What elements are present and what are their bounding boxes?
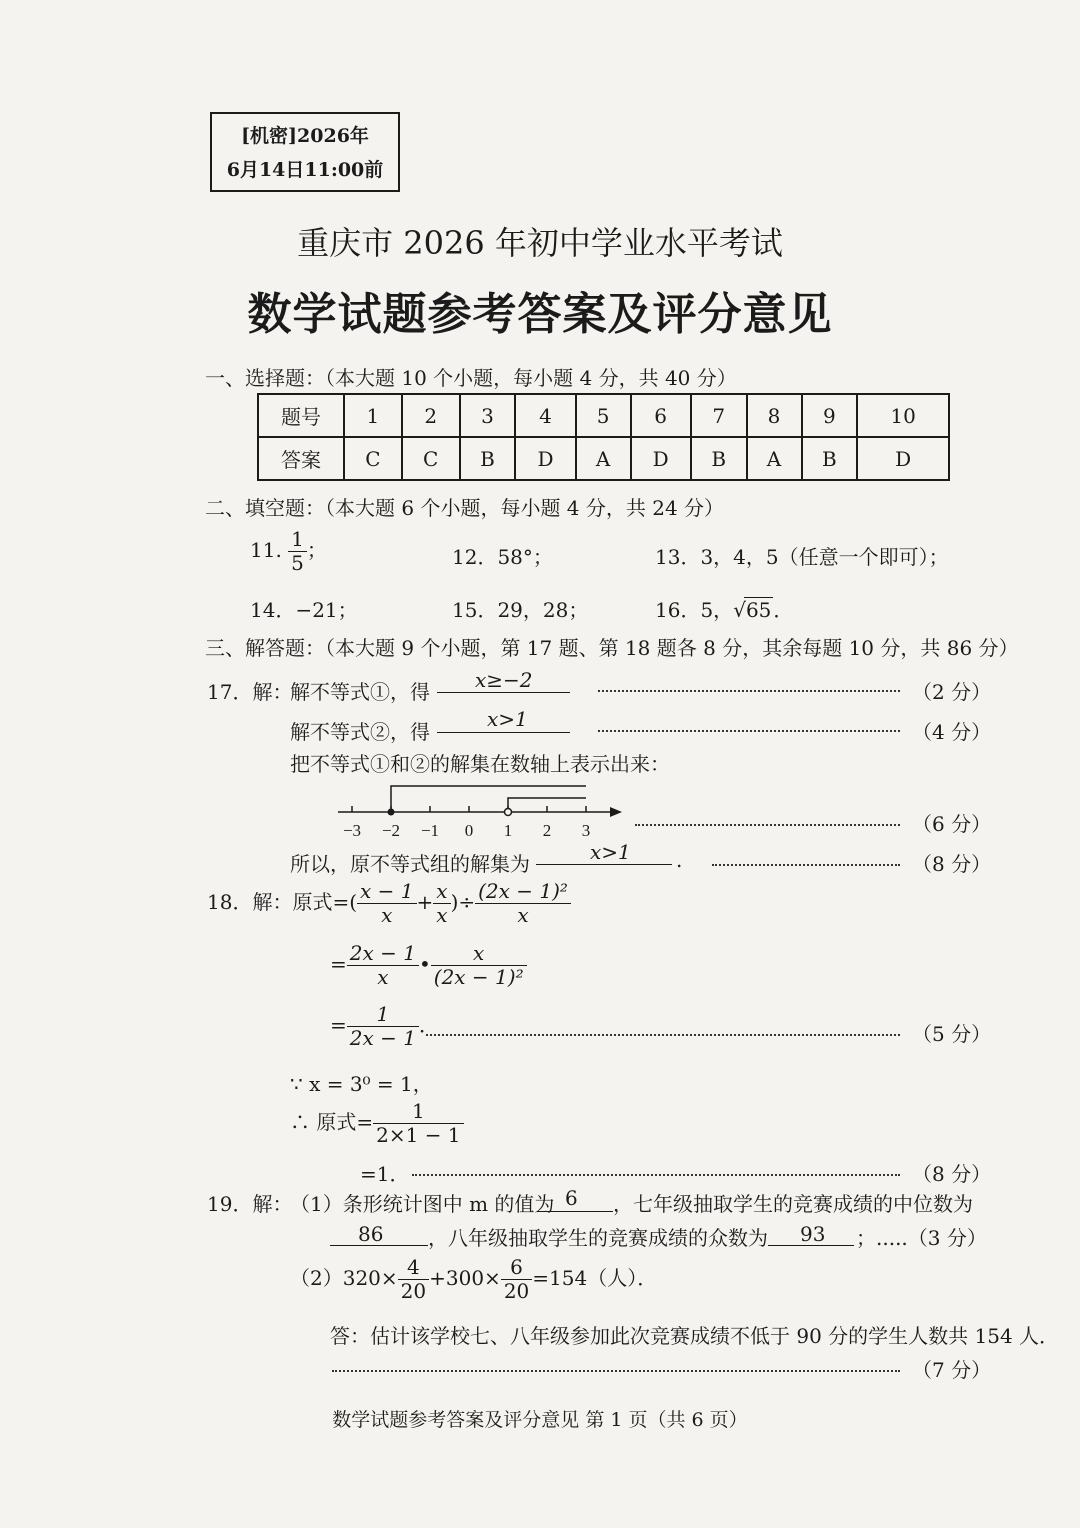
sqrt-sign: √ <box>733 598 746 622</box>
plus-sign: + <box>416 890 434 914</box>
q19-score2: （7 分） <box>912 1358 992 1382</box>
q15-answer: 15．29，28； <box>452 598 589 622</box>
fraction <box>373 1100 463 1147</box>
q19-median: 86 <box>358 1222 384 1246</box>
numerator: x − 1 <box>357 880 416 904</box>
tick-label: 3 <box>581 821 591 840</box>
denominator: 20 <box>503 1279 530 1303</box>
axis-ticks <box>352 806 586 812</box>
numerator: 2x − 1 <box>347 942 419 966</box>
fraction <box>357 880 416 927</box>
q19-m-value: 6 <box>565 1186 578 1210</box>
fraction <box>347 1003 419 1050</box>
q11-answer <box>250 528 327 575</box>
answer-underline <box>437 692 570 693</box>
denominator: x <box>436 903 448 927</box>
q19-part1d: ；.....（3 分） <box>856 1226 987 1250</box>
tick-label: −3 <box>342 821 362 840</box>
table-header-number: 题号 <box>258 394 344 437</box>
q17-score1: （2 分） <box>912 680 992 704</box>
table-cell: A <box>576 437 631 480</box>
leader-dots <box>598 690 900 692</box>
q17-line2-answer: x>1 <box>487 707 528 731</box>
fraction <box>398 1256 429 1303</box>
numerator: 1 <box>373 1100 463 1124</box>
number-line-diagram <box>330 782 630 844</box>
dot-sign: • <box>418 952 431 976</box>
fraction <box>501 1256 532 1303</box>
denominator: (2x − 1)² <box>433 965 524 989</box>
denominator: 2×1 − 1 <box>376 1123 461 1147</box>
q19-part1b: ，七年级抽取学生的竞赛成绩的中位数为 <box>613 1192 973 1216</box>
answer-underline <box>768 1245 854 1246</box>
q13-answer: 13．3，4，5（任意一个即可）； <box>655 545 949 569</box>
table-cell: D <box>515 437 575 480</box>
denominator: 20 <box>400 1279 427 1303</box>
q17-line4-answer: x>1 <box>590 840 631 864</box>
table-cell: 5 <box>576 394 631 437</box>
table-cell: C <box>402 437 460 480</box>
q17-line1-answer: x≥−2 <box>475 668 533 692</box>
section2-heading: 二、填空题：（本大题 6 个小题，每小题 4 分，共 24 分） <box>205 496 725 520</box>
leader-dots <box>635 824 900 826</box>
denominator: x <box>377 965 389 989</box>
table-cell: 9 <box>802 394 858 437</box>
period: . <box>676 848 683 872</box>
punctuation: ； <box>306 538 327 562</box>
q19-part1c: ，八年级抽取学生的竞赛成绩的众数为 <box>428 1226 768 1250</box>
answer-underline <box>537 1211 613 1212</box>
fraction <box>433 880 450 927</box>
denominator: 2x − 1 <box>349 1026 416 1050</box>
numerator: x <box>431 942 527 966</box>
table-row-numbers <box>258 394 949 437</box>
q16-prefix: 16．5， <box>655 598 734 622</box>
table-cell: 1 <box>344 394 402 437</box>
therefore-label: ∴ 原式= <box>290 1110 374 1134</box>
q18-result: =1． <box>360 1162 410 1186</box>
table-cell: B <box>802 437 858 480</box>
table-cell: 2 <box>402 394 460 437</box>
q18-label: 18．解：原式= <box>207 890 350 914</box>
table-cell: 8 <box>747 394 802 437</box>
q18-therefore <box>290 1100 464 1147</box>
table-cell: C <box>344 437 402 480</box>
table-cell: D <box>631 437 691 480</box>
q17-score4: （8 分） <box>912 852 992 876</box>
table-cell: D <box>857 437 949 480</box>
paren: ( <box>349 890 358 914</box>
denominator: 5 <box>291 551 304 575</box>
q18-score1: （5 分） <box>912 1022 992 1046</box>
answer-table <box>257 393 950 481</box>
tick-label: −1 <box>420 821 440 840</box>
q18-line2 <box>330 942 527 989</box>
q17-score3: （6 分） <box>912 812 992 836</box>
leader-dots <box>712 864 900 866</box>
table-cell: 4 <box>515 394 575 437</box>
answer-underline <box>437 732 570 733</box>
equals-sign: = <box>330 952 347 976</box>
open-dot <box>505 809 512 816</box>
q19-label: 19．解： <box>207 1192 293 1216</box>
q19-mode: 93 <box>800 1222 826 1246</box>
fraction <box>347 942 419 989</box>
leader-dots <box>332 1370 900 1372</box>
q17-label: 17．解： <box>207 680 293 704</box>
q19-part2 <box>290 1256 657 1303</box>
tick-label: −2 <box>381 821 401 840</box>
q18-score2: （8 分） <box>912 1162 992 1186</box>
q17-line2-text: 解不等式②，得 <box>290 720 430 744</box>
q18-line1 <box>207 880 571 927</box>
q17-line4-text: 所以，原不等式组的解集为 <box>290 852 530 876</box>
q19-part1a: （1）条形统计图中 m 的值为 <box>290 1192 555 1216</box>
period: ． <box>418 1013 439 1037</box>
closed-dot <box>388 809 395 816</box>
q14-answer: 14．−21； <box>250 598 358 622</box>
section3-heading: 三、解答题：（本大题 9 个小题，第 17 题、第 18 题各 8 分，其余每题 10 分，共 86 分） <box>205 636 1019 660</box>
confidential-line1: [机密]2026年 <box>241 125 369 147</box>
answer-underline <box>536 864 672 865</box>
fraction <box>431 942 527 989</box>
table-cell: 7 <box>691 394 747 437</box>
denominator: x <box>381 903 393 927</box>
tick-label: 1 <box>503 821 513 840</box>
q18-line3 <box>330 1003 439 1050</box>
q17-line1-text: 解不等式①，得 <box>290 680 430 704</box>
table-cell: 3 <box>460 394 516 437</box>
expression-part: =154（人）． <box>532 1266 658 1290</box>
numerator: (2x − 1)² <box>475 880 571 904</box>
axis-arrow <box>610 807 622 817</box>
leader-dots <box>598 730 900 732</box>
q17-line3-text: 把不等式①和②的解集在数轴上表示出来： <box>290 752 670 776</box>
table-row-answers <box>258 437 949 480</box>
answer-underline <box>330 1245 428 1246</box>
punctuation: ． <box>773 598 794 622</box>
confidential-box <box>210 112 400 192</box>
paren: )÷ <box>450 890 476 914</box>
numerator: 1 <box>347 1003 419 1027</box>
q18-because: ∵ x = 3⁰ = 1， <box>290 1072 433 1096</box>
numerator: 6 <box>501 1256 532 1280</box>
page-footer: 数学试题参考答案及评分意见 第 1 页（共 6 页） <box>332 1409 748 1431</box>
equals-sign: = <box>330 1013 347 1037</box>
solution-bracket-1 <box>391 786 586 812</box>
leader-dots <box>426 1034 900 1036</box>
table-cell: B <box>460 437 516 480</box>
expression-part: +300× <box>429 1266 501 1290</box>
q11-number: 11. <box>250 538 282 562</box>
leader-dots <box>412 1174 900 1176</box>
q16-answer <box>655 594 793 623</box>
table-cell: A <box>747 437 802 480</box>
confidential-line2: 6月14日11:00前 <box>226 159 384 181</box>
numerator: 1 <box>288 528 307 552</box>
expression-part: （2）320× <box>290 1266 398 1290</box>
sqrt-radicand: 65 <box>745 598 772 622</box>
table-cell: 10 <box>857 394 949 437</box>
fraction <box>288 528 307 575</box>
table-header-answer: 答案 <box>258 437 344 480</box>
q19-answer: 答：估计该学校七、八年级参加此次竞赛成绩不低于 90 分的学生人数共 154 人． <box>330 1324 1060 1348</box>
q17-score2: （4 分） <box>912 720 992 744</box>
tick-label: 0 <box>464 821 474 840</box>
document-title: 数学试题参考答案及评分意见 <box>247 289 833 340</box>
numerator: x <box>433 880 450 904</box>
denominator: x <box>517 903 529 927</box>
table-cell: 6 <box>631 394 691 437</box>
table-cell: B <box>691 437 747 480</box>
numerator: 4 <box>398 1256 429 1280</box>
section1-heading: 一、选择题：（本大题 10 个小题，每小题 4 分，共 40 分） <box>205 366 737 390</box>
exam-title: 重庆市 2026 年初中学业水平考试 <box>297 224 783 262</box>
fraction <box>475 880 571 927</box>
q12-answer: 12．58°； <box>452 545 553 569</box>
tick-label: 2 <box>542 821 552 840</box>
